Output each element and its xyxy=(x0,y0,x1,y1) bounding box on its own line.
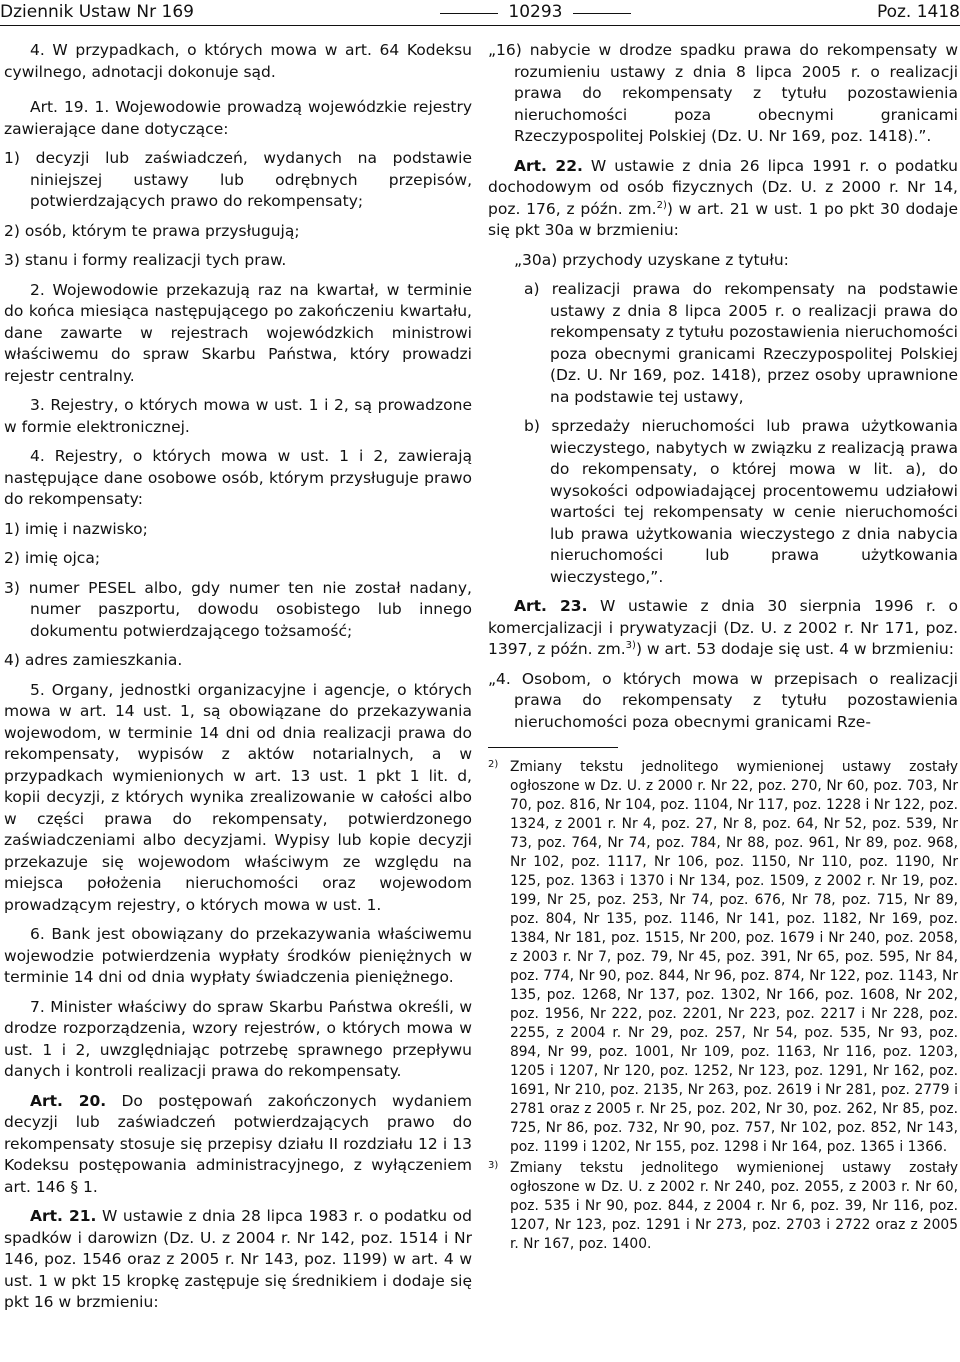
page-number: 10293 xyxy=(508,2,563,22)
article-number: Art. 23. xyxy=(514,597,588,615)
article-number: Art. 21. xyxy=(30,1207,97,1225)
paragraph-text: „4. Osobom, o których mowa w przepisach o realizacji prawa do rekompensaty z tytułu pozostawienia nieruchomości poza obecnymi granicami Rze- xyxy=(488,669,958,731)
right-paragraph xyxy=(488,40,958,148)
left-paragraph xyxy=(4,650,472,672)
footnote-text: Zmiany tekstu jednolitego wymienionej ustawy zostały ogłoszone w Dz. U. z 2002 r. Nr 240, poz. 2055, z 2003 r. Nr 60, poz. 535 i Nr 90, poz. 844, z 2004 r. Nr 6, poz. 39, Nr 116, poz. 1207, Nr 123, poz. 1291 i Nr 273, poz. 2703 i 2722 oraz z 2005 r. Nr 167, poz. 1400. xyxy=(510,1160,958,1252)
right-column xyxy=(488,40,958,1256)
header-rule xyxy=(0,25,960,26)
right-paragraph xyxy=(488,596,958,661)
footnote xyxy=(488,758,958,1157)
right-paragraph xyxy=(488,416,958,588)
paragraph-text: 3) stanu i formy realizacji tych praw. xyxy=(4,251,287,269)
footnote xyxy=(488,1159,958,1254)
left-paragraph xyxy=(4,280,472,388)
paragraph-text: W ustawie z dnia 30 sierpnia 1996 r. o komercjalizacji i prywatyzacji (Dz. U. z 2002 r. Nr 171, poz. 1397, z późn. zm. xyxy=(488,597,958,658)
paragraph-text: Do postępowań zakończonych wydaniem decyzji lub zaświadczeń potwierdzających prawo do rekompensaty stosuje się przepisy działu II rozdziału 12 i 13 Kodeksu postępowania administracyjnego, z wyłączeniem art. 146 § 1. xyxy=(4,1091,472,1196)
left-paragraph xyxy=(4,221,472,243)
page-header xyxy=(0,0,960,24)
footnote-text: Zmiany tekstu jednolitego wymienionej ustawy zostały ogłoszone w Dz. U. z 2000 r. Nr 22, poz. 270, Nr 60, poz. 703, Nr 70, poz. 816, Nr 104, poz. 1104, Nr 117, poz. 1228 i Nr 122, poz. 1324, z 2001 r. Nr 4, poz. 27, Nr 8, poz. 64, Nr 52, poz. 539, Nr 73, poz. 764, Nr 74, poz. 784, Nr 88, poz. 961, Nr 89, poz. 968, Nr 102, poz. 1117, Nr 106, poz. 1150, Nr 110, poz. 1190, Nr 125, poz. 1363 i 1370 i Nr 134, poz. 1509, z 2002 r. Nr 19, poz. 199, Nr 25, poz. 253, Nr 74, poz. 676, Nr 78, poz. 715, Nr 89, poz. 804, Nr 135, poz. 1146, Nr 141, poz. 1182, Nr 169, poz. 1384, Nr 181, poz. 1515, Nr 200, poz. 1679 i Nr 240, poz. 2058, z 2003 r. Nr 7, poz. 79, Nr 45, poz. 391, Nr 65, poz. 595, Nr 84, poz. 774, Nr 90, poz. 844, Nr 96, poz. 874, Nr 122, poz. 1143, Nr 135, poz. 1268, Nr 137, poz. 1302, Nr 166, poz. 1608, Nr 202, poz. 1956, Nr 222, poz. 2201, Nr 223, poz. 2217 i Nr 228, poz. 2255, z 2004 r. Nr 29, poz. 257, Nr 54, poz. 535, Nr 93, poz. 894, Nr 99, poz. 1001, Nr 109, poz. 1163, Nr 116, poz. 1203, 1205 i 1207, Nr 120, poz. 1252, Nr 123, poz. 1291, Nr 162, poz. 1691, Nr 210, poz. 2135, Nr 263, poz. 2619 i Nr 281, poz. 2779 i 2781 oraz z 2005 r. Nr 25, poz. 202, Nr 30, poz. 262, Nr 85, poz. 725, Nr 86, poz. 732, Nr 90, poz. 757, Nr 102, poz. 852, Nr 143, poz. 1199 i 1202, Nr 155, poz. 1298 i Nr 164, poz. 1365 i 1366. xyxy=(510,759,958,1155)
paragraph-text: 1) decyzji lub zaświadczeń, wydanych na podstawie niniejszej ustawy lub odrębnych przepisów, potwierdzających prawo do rekompensaty; xyxy=(4,149,472,210)
paragraph-text: 2) imię ojca; xyxy=(4,549,101,567)
left-paragraph xyxy=(4,578,472,643)
left-paragraph xyxy=(4,997,472,1083)
paragraph-text: Art. 19. 1. Wojewodowie prowadzą wojewódzkie rejestry zawierające dane dotyczące: xyxy=(4,98,472,138)
journal-title: Dziennik Ustaw Nr 169 xyxy=(0,2,194,22)
paragraph-text: 2) osób, którym te prawa przysługują; xyxy=(4,221,300,240)
paragraph-text: 2. Wojewodowie przekazują raz na kwartał, w terminie do końca miesiąca następującego po zakończeniu kwartału, dane zawarte w rejestrach wojewódzkich ministrowi właściwemu do spraw Skarbu Państwa, który prowadzi rejestr centralny. xyxy=(4,280,472,385)
paragraph-text: 6. Bank jest obowiązany do przekazywania właściwemu wojewodzie potwierdzenia wypłaty środków pieniężnych w terminie 14 dni od dnia wypłaty świadczenia pieniężnego. xyxy=(4,925,472,986)
left-paragraph xyxy=(4,250,472,272)
left-paragraph xyxy=(4,548,472,570)
paragraph-text-tail: ) w art. 53 dodaje się ust. 4 w brzmieniu: xyxy=(635,640,954,658)
paragraph-text: „30a) przychody uzyskane z tytułu: xyxy=(514,250,789,269)
paragraph-text: W ustawie z dnia 26 lipca 1991 r. o podatku dochodowym od osób fizycznych (Dz. U. z 2000 r. Nr 14, poz. 176, z późn. zm. xyxy=(488,156,958,218)
left-paragraph xyxy=(4,395,472,438)
paragraph-text-tail: ) w art. 21 w ust. 1 po pkt 30 dodaje się pkt 30a w brzmieniu: xyxy=(488,199,958,239)
footnote-ref: 3) xyxy=(625,639,636,651)
left-column xyxy=(4,40,472,1322)
paragraph-text: 3) numer PESEL albo, gdy numer ten nie został nadany, numer paszportu, dowodu osobistego lub innego dokumentu potwierdzającego tożsamość; xyxy=(4,578,472,640)
article-number: Art. 20. xyxy=(30,1091,107,1110)
paragraph-text: 4) adres zamieszkania. xyxy=(4,651,183,669)
right-paragraph xyxy=(488,156,958,242)
left-paragraph xyxy=(4,40,472,83)
paragraph-text: 4. Rejestry, o których mowa w ust. 1 i 2, zawierają następujące dane osobowe osób, którym przysługuje prawo do rekompensaty: xyxy=(4,447,472,508)
footnote-rule xyxy=(488,747,618,748)
left-paragraph xyxy=(4,1091,472,1199)
position-number: Poz. 1418 xyxy=(876,2,960,22)
right-paragraph xyxy=(488,279,958,408)
left-paragraph xyxy=(4,97,472,140)
paragraph-text: W ustawie z dnia 28 lipca 1983 r. o podatku od spadków i darowizn (Dz. U. z 2004 r. Nr 142, poz. 1514 i Nr 146, poz. 1546 oraz z 2005 r. Nr 143, poz. 1199) w art. 4 w ust. 1 w pkt 15 kropkę zastępuje się średnikiem i dodaje się pkt 16 w brzmieniu: xyxy=(4,1207,472,1311)
left-paragraph xyxy=(4,1206,472,1314)
page-number-group xyxy=(440,1,630,23)
footnotes xyxy=(488,758,958,1254)
left-paragraph xyxy=(4,519,472,541)
paragraph-text: 5. Organy, jednostki organizacyjne i agencje, o których mowa w art. 14 ust. 1, są obowiązane do przekazywania wojewodom, w terminie 14 dni od dnia realizacji prawa do rekompensaty, wypisów z aktów notarialnych, a w przypadkach wymienionych w art. 13 ust. 1 pkt 1 lit. d, kopii decyzji, z których wynika zrealizowanie w całości albo w części prawa do rekompensaty, potwierdzonego zaświadczeniami albo decyzjami. Wypisy lub kopie decyzji przekazuje się wojewodom właściwym ze względu na miejsca położenia nieruchomości oraz wojewodom prowadzącym rejestry, o których mowa w ust. 1. xyxy=(4,680,472,914)
right-column-body xyxy=(488,40,958,733)
paragraph-text: „16) nabycie w drodze spadku prawa do rekompensaty w rozumieniu ustawy z dnia 8 lipca 2005 r. o realizacji prawa do rekompensaty z tytułu pozostawienia nieruchomości poza obecnymi granicami Rzeczypospolitej Polskiej (Dz. U. Nr 169, poz. 1418).”. xyxy=(488,41,958,145)
footnote-mark: 2) xyxy=(488,759,499,770)
dash-left xyxy=(440,13,498,14)
footnote-ref: 2) xyxy=(656,199,667,211)
left-paragraph xyxy=(4,680,472,917)
left-paragraph xyxy=(4,148,472,213)
dash-right xyxy=(573,13,631,14)
left-paragraph xyxy=(4,924,472,989)
paragraph-text: 1) imię i nazwisko; xyxy=(4,519,148,538)
footnote-mark: 3) xyxy=(488,1160,499,1171)
paragraph-text: b) sprzedaży nieruchomości lub prawa użytkowania wieczystego, nabytych w związku z realizacją prawa do rekompensaty, o której mowa w lit. a), do wysokości odpowiadającej procentowemu udziałowi wartości tej rekompensaty w cenie nieruchomości lub prawa użytkowania wieczystego z dnia nabycia nieruchomości lub prawa użytkowania wieczystego,”. xyxy=(524,417,958,586)
paragraph-text: 3. Rejestry, o których mowa w ust. 1 i 2, są prowadzone w formie elektronicznej. xyxy=(4,396,472,436)
paragraph-text: 7. Minister właściwy do spraw Skarbu Państwa określi, w drodze rozporządzenia, wzory rejestrów, o których mowa w ust. 1 i 2, uwzględniając potrzebę sprawnego przepływu danych i kontroli realizacji prawa do rekompensaty. xyxy=(4,997,472,1080)
right-paragraph xyxy=(488,250,958,272)
paragraph-text: a) realizacji prawa do rekompensaty na podstawie ustawy z dnia 8 lipca 2005 r. o realizacji prawa do rekompensaty z tytułu pozostawienia nieruchomości poza obecnymi granicami Rzeczypospolitej Polskiej (Dz. U. Nr 169, poz. 1418), przez osoby uprawnione na podstawie tej ustawy, xyxy=(524,280,958,406)
left-paragraph xyxy=(4,446,472,511)
paragraph-text: 4. W przypadkach, o których mowa w art. 64 Kodeksu cywilnego, adnotacji dokonuje sąd. xyxy=(4,41,472,81)
article-number: Art. 22. xyxy=(514,156,583,175)
right-paragraph xyxy=(488,669,958,734)
